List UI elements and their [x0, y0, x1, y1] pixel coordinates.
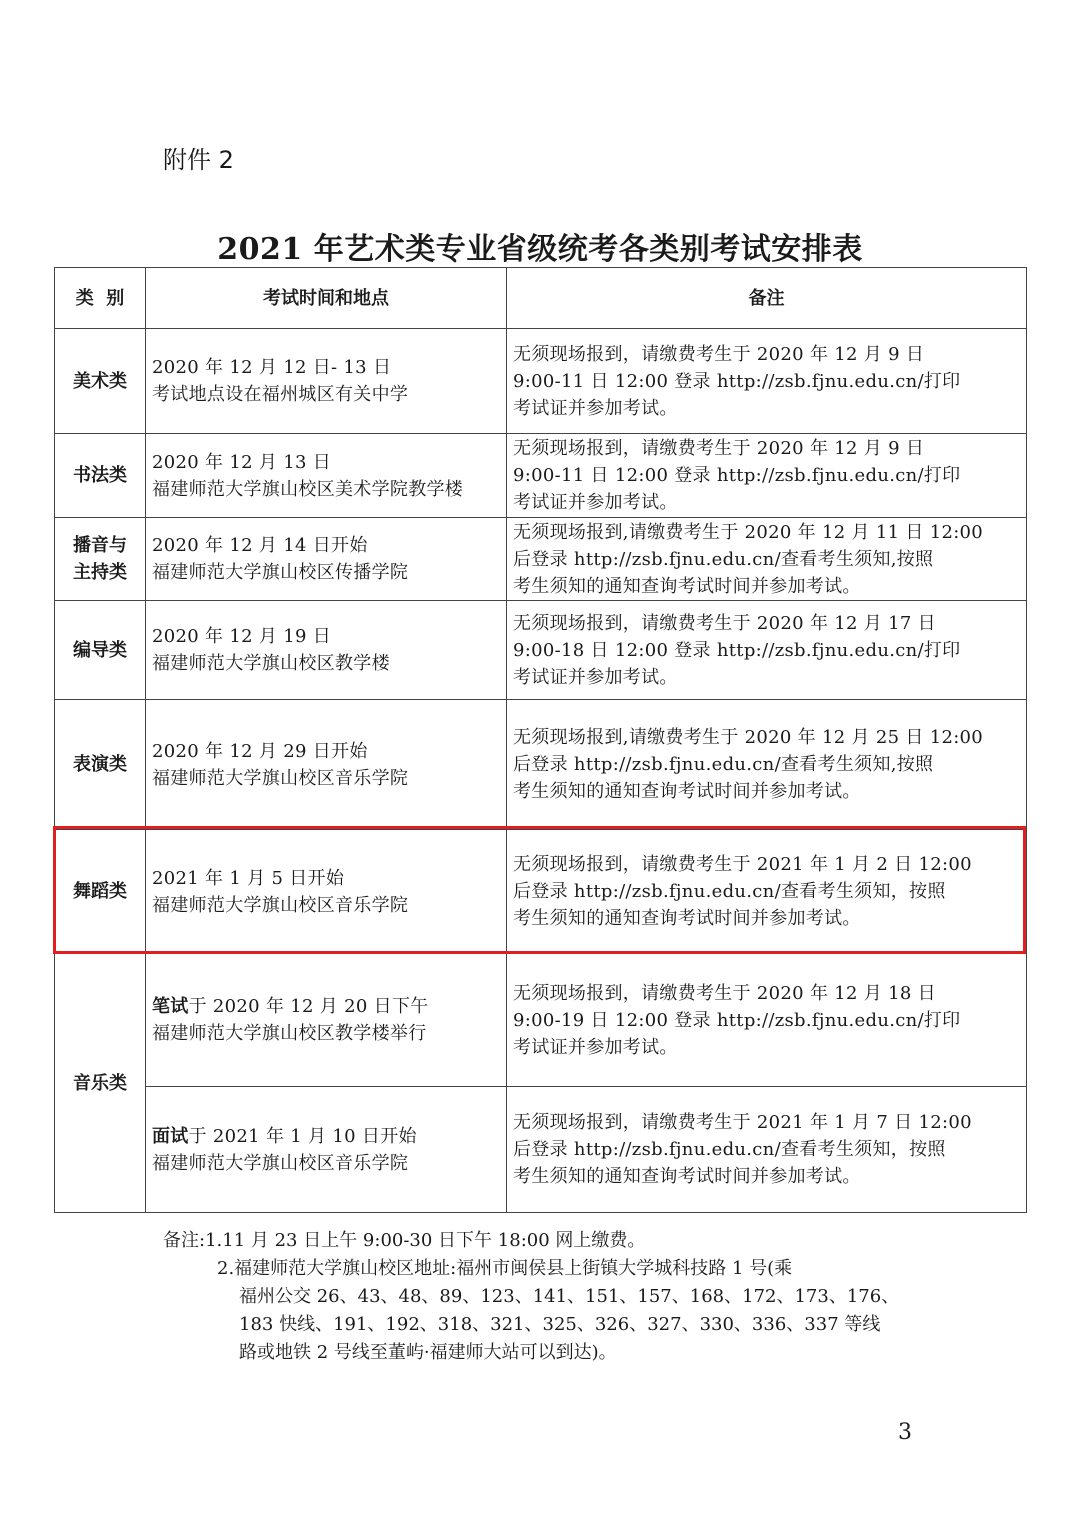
remark-cell: 无须现场报到，请缴费考生于 2021 年 1 月 7 日 12:00 后登录 http://zsb.fjnu.edu.cn/查看考生须知，按照 考生须知的通知查询考试时间并参加考试。	[507, 1087, 1027, 1213]
table-row-highlighted	[55, 830, 1027, 954]
interview-keyword: 面试	[152, 1125, 189, 1147]
time-place-cell: 2020 年 12 月 19 日 福建师范大学旗山校区教学楼	[146, 601, 507, 700]
footnote-2-line: 路或地铁 2 号线至董屿·福建师大站可以到达)。	[239, 1342, 617, 1363]
remark-cell: 无须现场报到，请缴费考生于 2021 年 1 月 2 日 12:00 后登录 http://zsb.fjnu.edu.cn/查看考生须知，按照 考生须知的通知查询考试时间并参加考试。	[507, 830, 1027, 954]
table-header-row	[55, 268, 1027, 329]
category-cell: 音乐类	[55, 954, 146, 1213]
time-place-cell: 2021 年 1 月 5 日开始 福建师范大学旗山校区音乐学院	[146, 830, 507, 954]
category-cell: 舞蹈类	[55, 830, 146, 954]
table-row	[55, 434, 1027, 518]
time-place-cell: 2020 年 12 月 29 日开始 福建师范大学旗山校区音乐学院	[146, 700, 507, 830]
table-row	[55, 954, 1027, 1087]
time-place-cell: 2020 年 12 月 12 日- 13 日 考试地点设在福州城区有关中学	[146, 329, 507, 434]
footnote-2: 2.福建师范大学旗山校区地址:福州市闽侯县上街镇大学城科技路 1 号(乘	[217, 1258, 793, 1279]
remark-cell: 无须现场报到，请缴费考生于 2020 年 12 月 17 日 9:00-18 日 12:00 登录 http://zsb.fjnu.edu.cn/打印 考试证并参加考试。	[507, 601, 1027, 700]
table-row	[55, 601, 1027, 700]
remark-cell: 无须现场报到，请缴费考生于 2020 年 12 月 18 日 9:00-19 日 12:00 登录 http://zsb.fjnu.edu.cn/打印 考试证并参加考试。	[507, 954, 1027, 1087]
table-row	[55, 329, 1027, 434]
table-row	[55, 700, 1027, 830]
table-row	[55, 518, 1027, 601]
written-exam-keyword: 笔试	[152, 996, 189, 1017]
time-place-cell: 2020 年 12 月 14 日开始 福建师范大学旗山校区传播学院	[146, 518, 507, 601]
table-row	[55, 1087, 1027, 1213]
header-remark: 备注	[507, 268, 1027, 329]
footnote-1: 备注:1.11 月 23 日上午 9:00-30 日下午 18:00 网上缴费。	[163, 1230, 646, 1251]
footnote-2-line: 福州公交 26、43、48、89、123、141、151、157、168、172、173、176、	[239, 1286, 900, 1307]
remark-cell: 无须现场报到，请缴费考生于 2020 年 12 月 9 日 9:00-11 日 12:00 登录 http://zsb.fjnu.edu.cn/打印 考试证并参加考试。	[507, 329, 1027, 434]
time-place-cell: 笔试于 2020 年 12 月 20 日下午 福建师范大学旗山校区教学楼举行	[146, 954, 507, 1087]
time-place-cell: 面试于 2021 年 1 月 10 日开始 福建师范大学旗山校区音乐学院	[146, 1087, 507, 1213]
attachment-label: 附件 2	[163, 146, 234, 174]
header-time-place: 考试时间和地点	[146, 268, 507, 329]
page-number: 3	[898, 1420, 912, 1445]
footnote-2-line: 183 快线、191、192、318、321、325、326、327、330、336、337 等线	[239, 1314, 881, 1335]
category-cell: 书法类	[55, 434, 146, 518]
category-cell: 编导类	[55, 601, 146, 700]
category-cell: 播音与 主持类	[55, 518, 146, 601]
category-cell: 表演类	[55, 700, 146, 830]
exam-schedule-table	[54, 267, 1027, 1213]
category-cell: 美术类	[55, 329, 146, 434]
header-category: 类 别	[55, 268, 146, 329]
remark-cell: 无须现场报到,请缴费考生于 2020 年 12 月 25 日 12:00 后登录 http://zsb.fjnu.edu.cn/查看考生须知,按照 考生须知的通知查询考试时间并参加考试。	[507, 700, 1027, 830]
page-title: 2021 年艺术类专业省级统考各类别考试安排表	[217, 232, 863, 267]
time-place-cell: 2020 年 12 月 13 日 福建师范大学旗山校区美术学院教学楼	[146, 434, 507, 518]
remark-cell: 无须现场报到,请缴费考生于 2020 年 12 月 11 日 12:00 后登录 http://zsb.fjnu.edu.cn/查看考生须知,按照 考生须知的通知查询考试时间并参加考试。	[507, 518, 1027, 601]
footnotes	[163, 1227, 899, 1367]
remark-cell: 无须现场报到，请缴费考生于 2020 年 12 月 9 日 9:00-11 日 12:00 登录 http://zsb.fjnu.edu.cn/打印 考试证并参加考试。	[507, 434, 1027, 518]
